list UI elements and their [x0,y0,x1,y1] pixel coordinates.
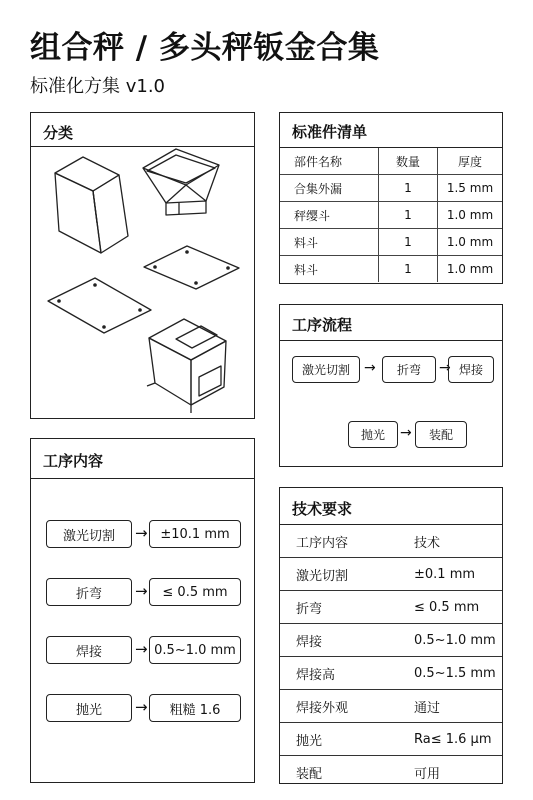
flat-plate-large-illustration [48,278,151,333]
process-flow-panel [279,304,503,467]
chute-part-illustration [55,157,128,253]
process-content-header [31,439,254,479]
tech-requirements-panel [279,487,503,784]
table-cell: 可用 [414,756,502,789]
column-header: 厚度 [457,154,482,169]
table-cell: 1 [379,256,438,283]
table-cell: 料斗 [280,256,379,283]
flow-step-bending: 折弯 [382,356,436,383]
process-value-welding: 0.5~1.0 mm [149,636,241,664]
table-cell: 1.0 mm [438,256,503,283]
table-cell: 焊接 [280,624,414,657]
table-cell: 1 [379,202,438,229]
page-subtitle: 标准化方集 v1.0 [30,76,165,97]
process-value-laser-cutting: ±10.1 mm [149,520,241,548]
flow-arrow: → [439,360,451,376]
process-flow-title: 工序流程 [292,316,353,334]
table-cell: 0.5~1.5 mm [414,657,502,690]
table-cell: 1.5 mm [438,175,503,202]
process-arrow: → [135,582,148,600]
process-value-polishing: 粗糙 1.6 [149,694,241,722]
process-step-laser-cutting: 激光切割 [46,520,132,548]
flow-step-assembly: 装配 [415,421,467,448]
process-content-title: 工序内容 [43,452,104,470]
flow-arrow: → [364,360,376,376]
flow-step-polishing: 抛光 [348,421,398,448]
table-row [280,256,502,283]
box-housing-illustration [147,319,226,413]
table-row [280,202,502,229]
table-cell: Ra≤ 1.6 μm [414,723,502,756]
table-cell: 焊接外观 [280,690,414,723]
table-cell: 激光切割 [280,558,414,591]
bom-title: 标准件清单 [292,123,368,141]
column-header: 部件名称 [280,148,379,175]
process-arrow: → [135,524,148,542]
table-cell: 抛光 [280,723,414,756]
flow-step-welding: 焊接 [448,356,494,383]
table-header-row [280,525,502,558]
classification-title: 分类 [43,124,74,142]
table-row [280,624,502,657]
flow-step-laser-cutting: 激光切割 [292,356,360,383]
table-cell: 合集外漏 [280,175,379,202]
table-cell: 折弯 [280,591,414,624]
tech-requirements-header [280,488,502,525]
table-cell: 0.5~1.0 mm [414,624,502,657]
table-cell: 1.0 mm [438,229,503,256]
process-step-welding: 焊接 [46,636,132,664]
table-cell: ≤ 0.5 mm [414,591,502,624]
process-arrow: → [135,698,148,716]
sheet-metal-illustrations [31,113,256,420]
table-cell: 1 [379,229,438,256]
table-row [280,657,502,690]
table-row [280,558,502,591]
process-step-polishing: 抛光 [46,694,132,722]
table-cell: 秤缨斗 [280,202,379,229]
table-row [280,690,502,723]
classification-panel [30,112,255,419]
bom-header [280,113,502,148]
table-cell: 装配 [280,756,414,789]
process-content-panel [30,438,255,783]
page-title: 组合秤 / 多头秤钣金合集 [30,30,380,66]
table-row [280,723,502,756]
table-cell: 通过 [414,690,502,723]
table-cell: 焊接高 [280,657,414,690]
table-header-row [280,148,502,175]
process-step-bending: 折弯 [46,578,132,606]
table-cell: 1 [379,175,438,202]
process-value-bending: ≤ 0.5 mm [149,578,241,606]
table-cell: ±0.1 mm [414,558,502,591]
table-cell: 料斗 [280,229,379,256]
table-row [280,175,502,202]
table-row [280,756,502,789]
table-row [280,591,502,624]
column-header: 技术 [414,535,441,551]
column-header: 数量 [379,148,438,175]
hopper-part-illustration [143,149,219,215]
bom-panel [279,112,503,284]
process-arrow: → [135,640,148,658]
tech-requirements-title: 技术要求 [292,500,353,518]
process-flow-header [280,305,502,341]
bom-table [280,148,502,282]
tech-requirements-table [280,525,502,788]
flat-plate-small-illustration [144,246,239,289]
flow-arrow: → [400,425,412,441]
table-row [280,229,502,256]
table-cell: 1.0 mm [438,202,503,229]
column-header: 工序内容 [296,535,349,551]
